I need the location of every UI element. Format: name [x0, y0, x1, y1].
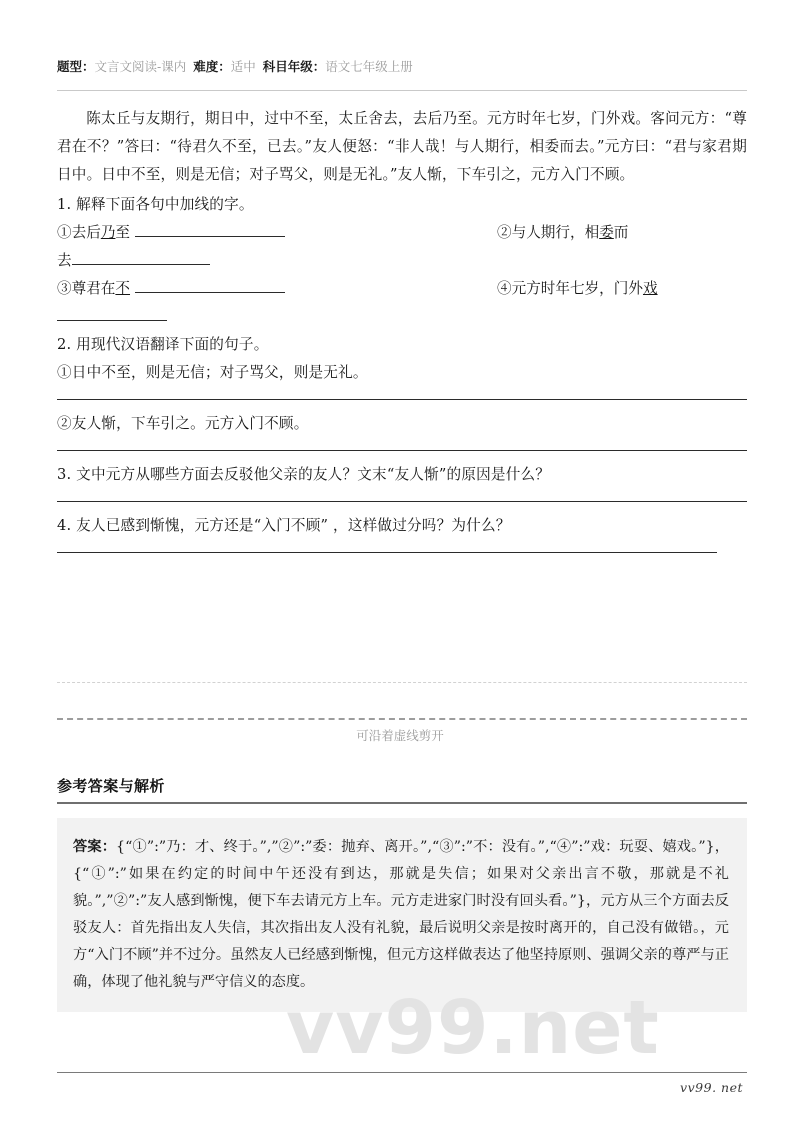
question-1-row-3: [57, 275, 747, 303]
q1-item-3-blank[interactable]: [135, 278, 285, 293]
q1-item-1-post: 至: [115, 224, 131, 241]
cut-line-bold: [57, 718, 747, 720]
question-3-answer-line[interactable]: [57, 501, 747, 502]
watermark: vv99.net: [286, 985, 660, 1071]
difficulty-value: 适中: [230, 59, 256, 74]
q1-item-3-underlined: 不: [115, 280, 131, 297]
grade-label: 科目年级：: [262, 59, 326, 74]
question-2-sub-2: ②友人惭，下车引之。元方入门不顾。: [57, 415, 309, 432]
header-meta: [57, 58, 747, 76]
question-2-sub-2-answer-line[interactable]: [57, 450, 747, 451]
q1-item-3-pre: 尊君在: [71, 280, 116, 297]
q1-item-2-post: 而: [613, 224, 629, 241]
q1-item-2-underlined: 委: [599, 224, 614, 241]
q1-item-1-blank[interactable]: [135, 222, 285, 237]
answer-section-divider: [57, 802, 747, 804]
question-4-stem: 4. 友人已感到惭愧，元方还是“入门不顾” ，这样做过分吗？为什么？: [57, 517, 511, 534]
answer-section-title: 参考答案与解析: [57, 777, 165, 795]
q1-item-4: [497, 275, 658, 303]
answer-box: [57, 818, 747, 1012]
q1-item-4-num: ④: [497, 280, 512, 297]
question-1-row-4: [57, 303, 747, 331]
q1-item-2-pre: 与人期行，相: [511, 224, 600, 241]
q1-item-4-pre: 元方时年七岁，门外: [511, 280, 643, 297]
q1-item-1-pre: 去后: [71, 224, 101, 241]
question-2-stem: 2. 用现代汉语翻译下面的句子。: [57, 336, 269, 353]
question-type-label: 题型：: [57, 59, 95, 74]
question-type-value: 文言文阅读-课内: [94, 59, 187, 74]
q1-item-4-blank[interactable]: [57, 306, 167, 321]
grade-value: 语文七年级上册: [325, 59, 413, 74]
answer-text: {“①”:”乃：才、终于。”,”②”:”委：抛弃、离开。”,“③”:”不：没有。”,“④”:”戏：玩耍、嬉戏。”}，{“①”:”如果在约定的时间中午还没有到达，那就是失信；如果对父亲出言不敬，那就是不礼貌。”,”②”:”友人感到惭愧，便下车去请元方上车。元方走进家门时没有回头看。”}，元方从三个方面去反驳友人：首先指出友人失信，其次指出友人没有礼貌，最后说明父亲是按时离开的，自己没有做错。，元方“入门不顾”并不过分。虽然友人已经感到惭愧，但元方这样做表达了他坚持原则、强调父亲的尊严与正确，体现了他礼貌与严守信义的态度。: [73, 839, 729, 990]
classical-passage: 陈太丘与友期行，期日中，过中不至，太丘舍去，去后乃至。元方时年七岁，门外戏。客问元方：“尊君在不？”答曰：“待君久不至，已去。”友人便怒：“非人哉！与人期行，相委而去。”元方曰：“君与家君期日中。日中不至，则是无信；对子骂父，则是无礼。”友人惭，下车引之，元方入门不顾。: [57, 110, 747, 183]
question-2-sub-1: ①日中不至，则是无信；对子骂父，则是无礼。: [57, 364, 368, 381]
answer-paragraph: [73, 834, 729, 996]
answer-label: 答案：: [73, 839, 117, 855]
question-2-sub-1-answer-line[interactable]: [57, 399, 747, 400]
q1-item-2-blank[interactable]: [72, 250, 210, 265]
header-divider: [57, 90, 747, 91]
question-3-stem: 3. 文中元方从哪些方面去反驳他父亲的友人？文末“友人惭”的原因是什么？: [57, 466, 551, 483]
cut-line-label: 可沿着虚线剪开: [356, 728, 444, 743]
document-content: [57, 105, 747, 563]
q1-item-2: [497, 219, 628, 247]
q1-item-3-num: ③: [57, 280, 72, 297]
q1-item-1-underlined: 乃: [100, 224, 116, 241]
footer-divider: [57, 1072, 747, 1073]
difficulty-label: 难度：: [193, 59, 231, 74]
cut-line-thin: [57, 682, 747, 683]
q1-item-4-underlined: 戏: [642, 280, 658, 297]
question-4-answer-line[interactable]: [57, 552, 717, 553]
q1-item-1-num: ①: [57, 224, 72, 241]
question-1-row-2: [57, 247, 747, 275]
question-1-row-1: [57, 219, 747, 247]
question-1-items: [57, 219, 747, 331]
q1-item-2-num: ②: [497, 224, 512, 241]
footer-site-label: vv99. net: [680, 1080, 743, 1095]
q1-item-2-wrap: 去: [57, 252, 72, 269]
question-1-stem: 1. 解释下面各句中加线的字。: [57, 196, 254, 213]
